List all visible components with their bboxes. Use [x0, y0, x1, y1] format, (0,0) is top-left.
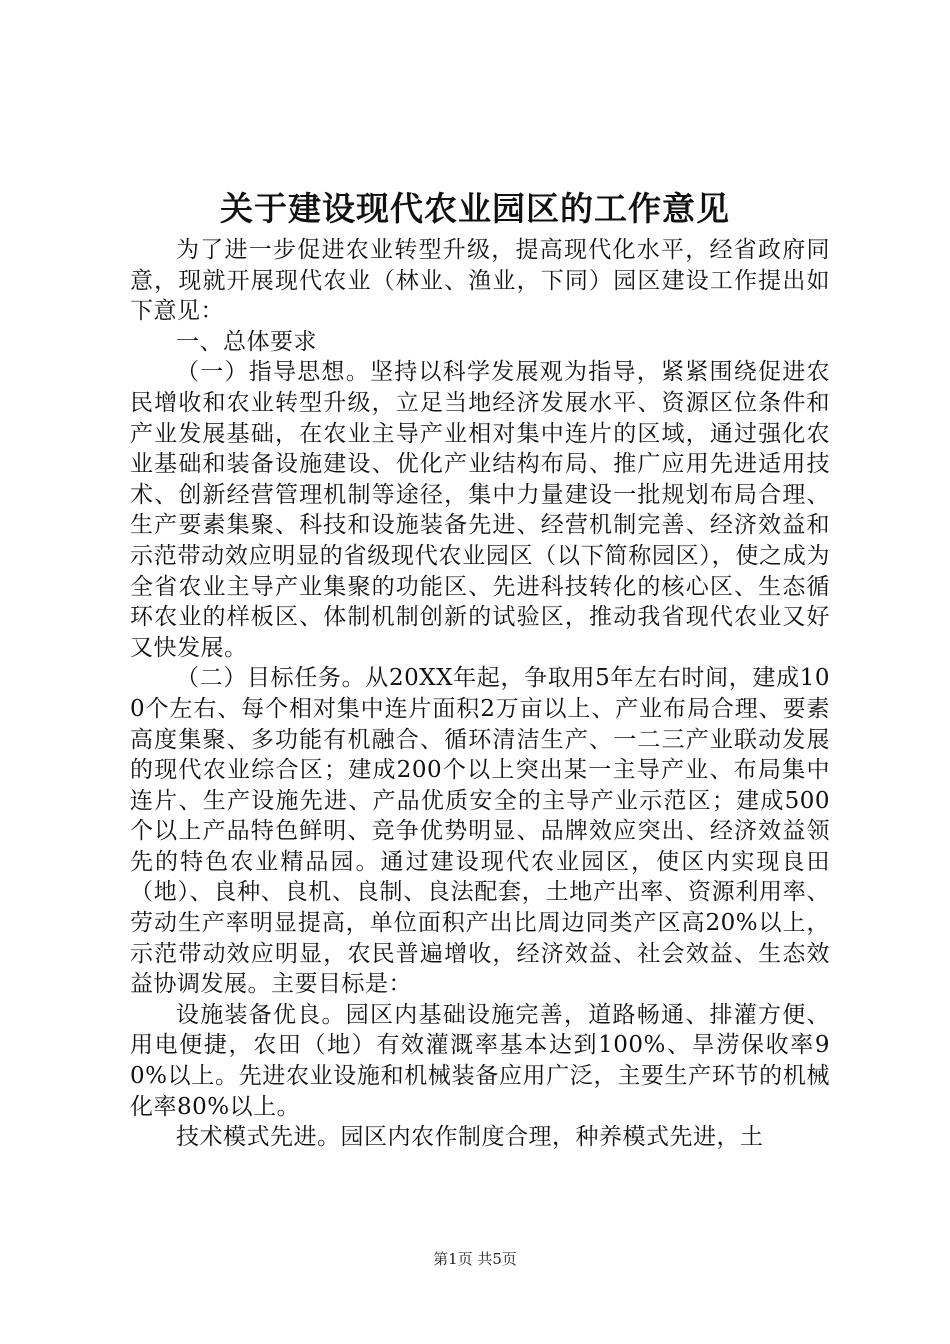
- paragraph-facilities: 设施装备优良。园区内基础设施完善，道路畅通、排灌方便、用电便捷，农田（地）有效灌溉率基本达到100%、旱涝保收率90%以上。先进农业设施和机械装备应用广泛，主要生产环节的机械化率80%以上。: [130, 1001, 830, 1120]
- document-body: [130, 235, 830, 1153]
- paragraph-goals-tasks: （二）目标任务。从20XX年起，争取用5年左右时间，建成100个左右、每个相对集中连片面积2万亩以上、产业布局合理、要素高度集聚、多功能有机融合、循环清洁生产、一二三产业联动发展的现代农业综合区；建成200个以上突出某一主导产业、布局集中连片、生产设施先进、产品优质安全的主导产业示范区；建成500个以上产品特色鲜明、竞争优势明显、品牌效应突出、经济效益领先的特色农业精品园。通过建设现代农业园区，使区内实现良田（地）、良种、良机、良制、良法配套，土地产出率、资源利用率、劳动生产率明显提高，单位面积产出比周边同类产区高20%以上，示范带动效应明显，农民普遍增收，经济效益、社会效益、生态效益协调发展。主要目标是：: [130, 665, 830, 998]
- document-title: 关于建设现代农业园区的工作意见: [220, 189, 730, 228]
- paragraph-guiding-ideology: （一）指导思想。坚持以科学发展观为指导，紧紧围绕促进农民增收和农业转型升级，立足当地经济发展水平、资源区位条件和产业发展基础，在农业主导产业相对集中连片的区域，通过强化农业基础和装备设施建设、优化产业结构布局、推广应用先进适用技术、创新经营管理机制等途径，集中力量建设一批规划布局合理、生产要素集聚、科技和设施装备先进、经营机制完善、经济效益和示范带动效应明显的省级现代农业园区（以下简称园区），使之成为全省农业主导产业集聚的功能区、先进科技转化的核心区、生态循环农业的样板区、体制机制创新的试验区，推动我省现代农业又好又快发展。: [130, 359, 830, 661]
- paragraph-intro: 为了进一步促进农业转型升级，提高现代化水平，经省政府同意，现就开展现代农业（林业、渔业，下同）园区建设工作提出如下意见：: [130, 237, 830, 325]
- section-heading-general-requirements: 一、总体要求: [176, 328, 317, 355]
- paragraph-technology-mode: 技术模式先进。园区内农作制度合理，种养模式先进，土: [176, 1124, 764, 1151]
- page-footer: 第1页 共5页: [433, 1250, 517, 1268]
